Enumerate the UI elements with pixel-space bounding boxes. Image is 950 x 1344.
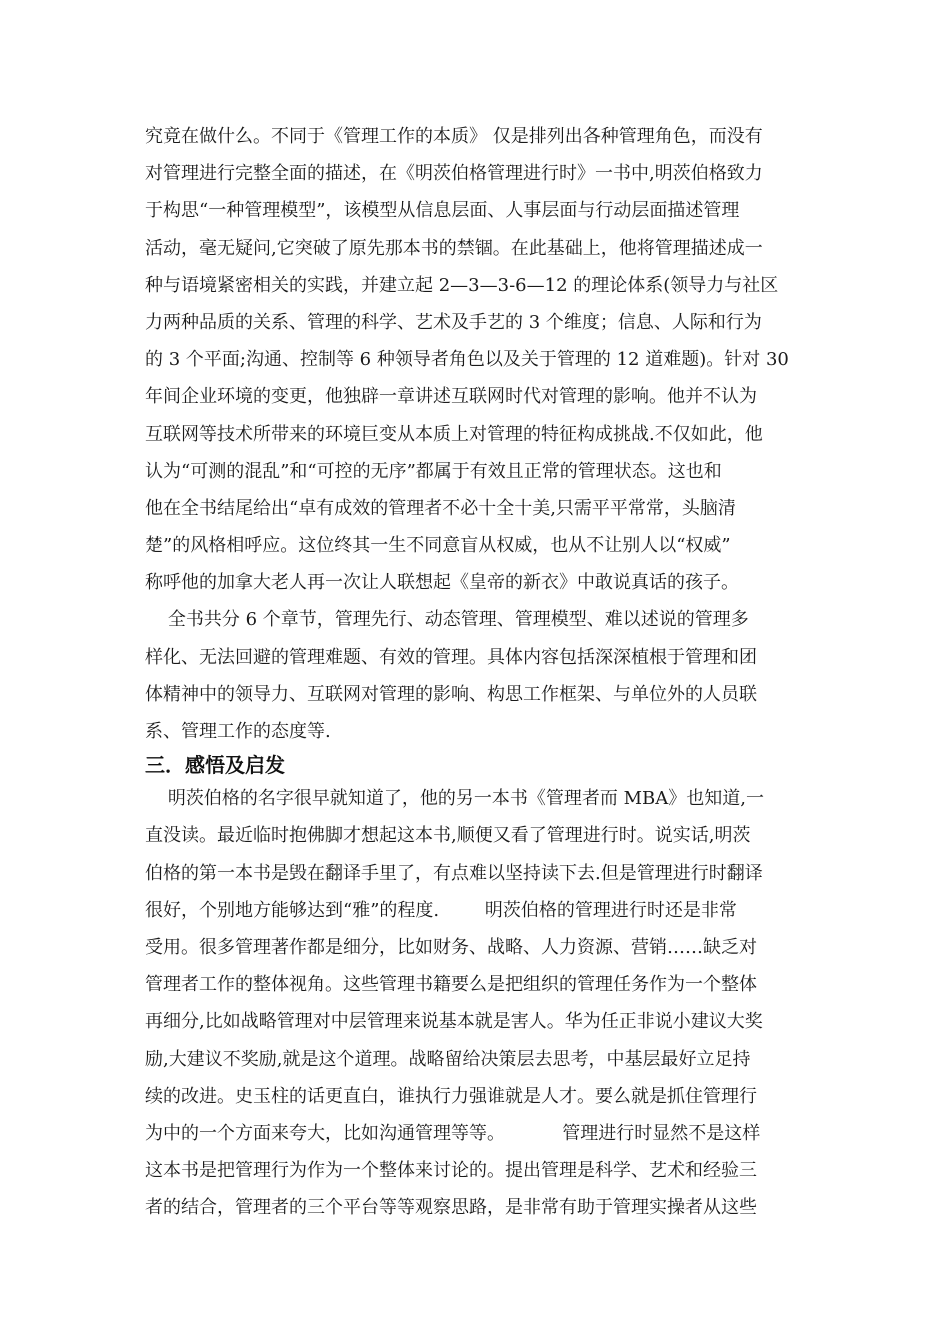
text-line: 称呼他的加拿大老人再一次让人联想起《皇帝的新衣》中敢说真话的孩子。 bbox=[145, 572, 739, 594]
text-line: 受用。很多管理著作都是细分，比如财务、战略、人力资源、营销……缺乏对 bbox=[145, 936, 757, 958]
text-line: 他在全书结尾给出“卓有成效的管理者不必十全十美,只需平平常常，头脑清 bbox=[145, 497, 736, 519]
text-line: 管理者工作的整体视角。这些管理书籍要么是把组织的管理任务作为一个整体 bbox=[145, 974, 757, 996]
paragraph-reflections bbox=[145, 780, 810, 1226]
paragraph-book-chapters bbox=[145, 601, 810, 750]
text-line: 于构思“一种管理模型”，该模型从信息层面、人事层面与行动层面描述管理 bbox=[145, 200, 740, 222]
text-line: 直没读。最近临时抱佛脚才想起这本书,顺便又看了管理进行时。说实话,明茨 bbox=[145, 825, 751, 847]
text-line: 体精神中的领导力、互联网对管理的影响、构思工作框架、与单位外的人员联 bbox=[145, 683, 757, 705]
text-line: 楚”的风格相呼应。这位终其一生不同意盲从权威，也从不让别人以“权威” bbox=[145, 535, 731, 557]
text-line: 者的结合，管理者的三个平台等等观察思路，是非常有助于管理实操者从这些 bbox=[145, 1197, 757, 1219]
text-line: 究竟在做什么。不同于《管理工作的本质》 仅是排列出各种管理角色，而没有 bbox=[145, 126, 763, 147]
text-line: 对管理进行完整全面的描述，在《明茨伯格管理进行时》一书中,明茨伯格致力 bbox=[145, 163, 763, 185]
text-line: 为中的一个方面来夸大，比如沟通管理等等。 管理进行时显然不是这样 bbox=[145, 1122, 761, 1144]
text-line: 年间企业环境的变更，他独辟一章讲述互联网时代对管理的影响。他并不认为 bbox=[145, 386, 757, 408]
text-line: 伯格的第一本书是毁在翻译手里了，有点难以坚持读下去.但是管理进行时翻译 bbox=[145, 862, 763, 884]
text-line: 互联网等技术所带来的环境巨变从本质上对管理的特征构成挑战.不仅如此，他 bbox=[145, 423, 763, 445]
text-line: 系、管理工作的态度等. bbox=[145, 721, 331, 742]
text-line: 认为“可测的混乱”和“可控的无序”都属于有效且正常的管理状态。这也和 bbox=[145, 460, 722, 482]
text-line: 再细分,比如战略管理对中层管理来说基本就是害人。华为任正非说小建议大奖 bbox=[145, 1011, 763, 1033]
section-heading: 三．感悟及启发 bbox=[145, 753, 285, 778]
text-line: 种与语境紧密相关的实践，并建立起 2—3—3-6—12 的理论体系(领导力与社区 bbox=[145, 274, 779, 296]
text-line: 全书共分 6 个章节，管理先行、动态管理、管理模型、难以述说的管理多 bbox=[145, 609, 749, 631]
paragraph-management-model bbox=[145, 118, 810, 601]
text-line: 很好，个别地方能够达到“雅”的程度. 明茨伯格的管理进行时还是非常 bbox=[145, 899, 737, 921]
text-line: 力两种品质的关系、管理的科学、艺术及手艺的 3 个维度；信息、人际和行为 bbox=[145, 311, 762, 333]
text-line: 这本书是把管理行为作为一个整体来讨论的。提出管理是科学、艺术和经验三 bbox=[145, 1160, 757, 1182]
text-line: 明茨伯格的名字很早就知道了，他的另一本书《管理者而 MBA》也知道,一 bbox=[145, 788, 764, 810]
text-line: 励,大建议不奖励,就是这个道理。战略留给决策层去思考，中基层最好立足持 bbox=[145, 1048, 751, 1070]
document-body bbox=[145, 118, 810, 1226]
text-line: 样化、无法回避的管理难题、有效的管理。具体内容包括深深植根于管理和团 bbox=[145, 646, 757, 668]
text-line: 续的改进。史玉柱的话更直白，谁执行力强谁就是人才。要么就是抓住管理行 bbox=[145, 1085, 757, 1107]
text-line: 的 3 个平面;沟通、控制等 6 种领导者角色以及关于管理的 12 道难题)。针对 30 bbox=[145, 349, 789, 371]
text-line: 活动，毫无疑问,它突破了原先那本书的禁锢。在此基础上，他将管理描述成一 bbox=[145, 237, 763, 259]
